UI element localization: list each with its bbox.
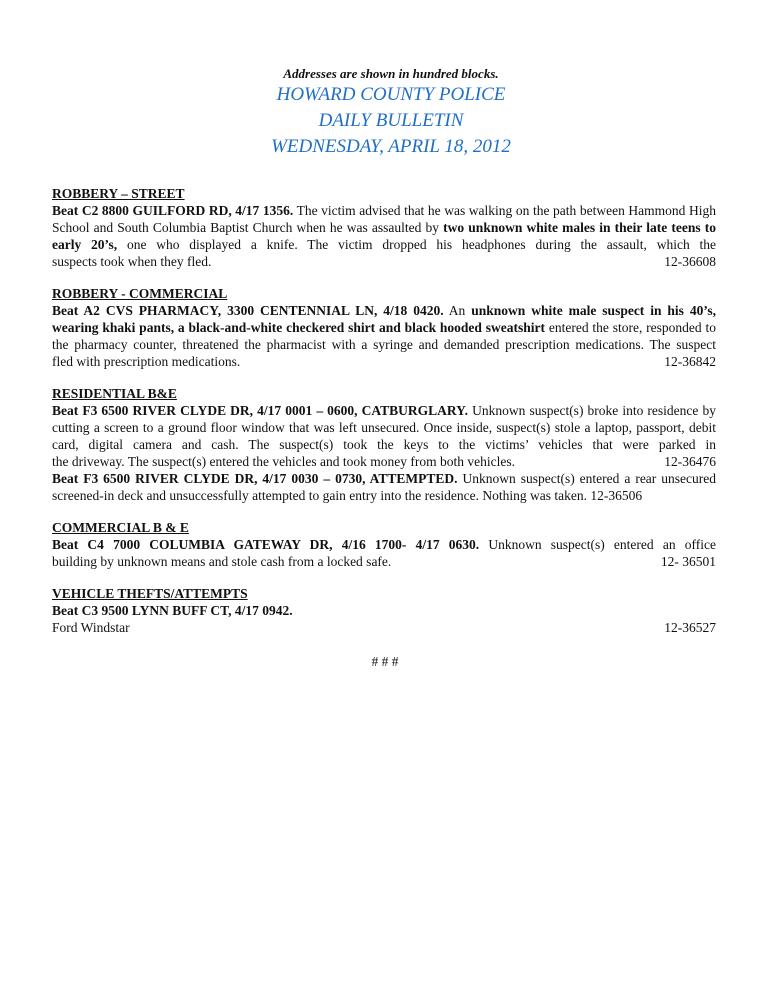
incident-entry [52,470,716,504]
incident-entry [52,302,716,353]
address-note: Addresses are shown in hundred blocks. [283,66,499,81]
case-number: 12-36608 [664,254,716,269]
section-heading: VEHICLE THEFTS/ATTEMPTS [52,586,248,601]
incident-last-line [52,253,716,270]
incident-text: building by unknown means and stole cash from a locked safe. [52,554,392,569]
incident-lead: Beat C2 8800 GUILFORD RD, 4/17 1356. [52,203,294,218]
section-robbery-commercial [52,286,716,370]
incident-text: An [443,303,472,318]
case-number: 12-36842 [664,354,716,369]
incident-lead: Beat F3 6500 RIVER CLYDE DR, 4/17 0030 – 0730, ATTEMPTED. [52,471,458,486]
case-number: 12-36506 [590,488,643,503]
incident-entry [52,402,716,453]
suspect-description: two unknown white males in their late teens to early 20’s, [52,220,716,252]
section-heading: RESIDENTIAL B&E [52,386,177,401]
section-vehicle-thefts [52,586,716,636]
incident-text: suspects took when they fled. [52,254,212,269]
incident-lead: Beat C4 7000 COLUMBIA GATEWAY DR, 4/16 1700- 4/17 0630. [52,537,480,552]
case-number: 12-36527 [664,620,716,635]
section-heading: COMMERCIAL B & E [52,520,189,535]
incident-text: The victim advised that he was walking on the path between Hammond High School and South Columbia Baptist Church when he was assaulted by [52,203,716,235]
incident-text: Unknown suspect(s) entered an office [479,537,716,552]
incident-text: fled with prescription medications. [52,354,241,369]
vehicle-model: Ford Windstar [52,620,130,635]
incident-text: the driveway. The suspect(s) entered the vehicles and took money from both vehicles. [52,454,515,469]
bulletin-title: DAILY BULLETIN [318,110,464,131]
incident-last-line [52,453,716,470]
incident-text: Unknown suspect(s) broke into residence by cutting a screen to a ground floor window that was left unsecured. Once inside, suspect(s) stole a laptop, passport, debit card, digital camera and cash. The suspect(s) took the keys to the victims’ vehicles that were parked in [52,403,716,452]
incident-lead: Beat A2 CVS PHARMACY, 3300 CENTENNIAL LN, 4/18 0420. [52,303,444,318]
section-heading: ROBBERY - COMMERCIAL [52,286,228,301]
incident-entry [52,202,716,253]
case-number: 12-36476 [664,454,716,469]
incident-last-line [52,353,716,370]
incident-lead: Beat F3 6500 RIVER CLYDE DR, 4/17 0001 – 0600, CATBURGLARY. [52,403,469,418]
incident-lead: Beat C3 9500 LYNN BUFF CT, 4/17 0942. [52,603,293,618]
incident-entry [52,602,716,619]
bulletin-page [52,66,716,670]
incident-last-line [52,553,716,570]
bulletin-date: WEDNESDAY, APRIL 18, 2012 [271,136,511,157]
incident-entry [52,536,716,553]
end-mark: # # # [371,654,399,669]
section-residential-be [52,386,716,504]
incident-last-line [52,619,716,636]
case-number: 12- 36501 [660,554,716,569]
incident-text: entered the store, responded to the pharmacy counter, threatened the pharmacist with a syringe and demanded prescription medications. The suspect [52,320,716,352]
suspect-description: unknown white male suspect in his 40’s, wearing khaki pants, a black-and-white checkered shirt and black hooded sweatshirt [52,303,716,335]
section-heading: ROBBERY – STREET [52,186,185,201]
agency-title: HOWARD COUNTY POLICE [276,84,506,105]
bulletin-header [52,66,716,160]
section-robbery-street [52,186,716,270]
incident-text: one who displayed a knife. The victim dropped his headphones during the assault, which the [117,237,716,252]
incident-text: Unknown suspect(s) entered a rear unsecured screened-in deck and unsuccessfully attempted to gain entry into the residence. Nothing was taken. [52,471,716,503]
section-commercial-be [52,520,716,570]
